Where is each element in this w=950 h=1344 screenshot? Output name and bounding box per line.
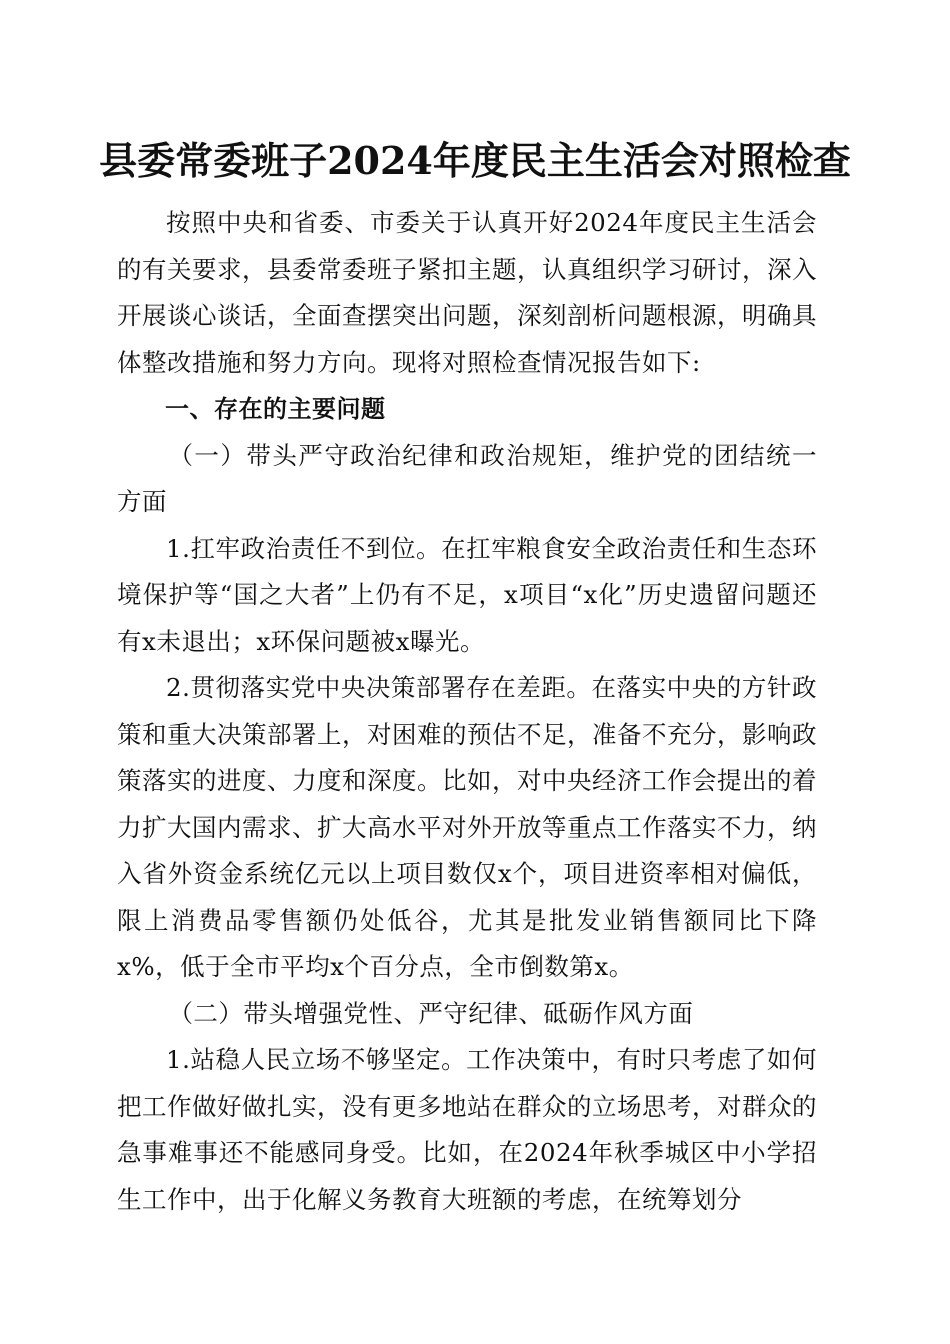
body-paragraph: 2.贯彻落实党中央决策部署存在差距。在落实中央的方针政策和重大决策部署上，对困难的预估不足，准备不充分，影响政策落实的进度、力度和深度。比如，对中央经济工作会提出的着力扩大国内需求、扩大高水平对外开放等重点工作落实不力，纳入省外资金系统亿元以上项目数仅x个，项目进资率相对偏低，限上消费品零售额仍处低谷，尤其是批发业销售额同比下降x%，低于全市平均x个百分点，全市倒数第x。 <box>117 673 817 981</box>
section-heading: 一、存在的主要问题 <box>165 395 386 423</box>
document-title: 县委常委班子2024年度民主生活会对照检查 <box>99 138 851 183</box>
subsection-heading: （一）带头严守政治纪律和政治规矩，维护党的团结统一方面 <box>117 440 817 516</box>
body-paragraph: 1.扛牢政治责任不到位。在扛牢粮食安全政治责任和生态环境保护等“国之大者”上仍有不足，x项目“x化”历史遗留问题还有x未退出；x环保问题被x曝光。 <box>117 533 817 656</box>
subsection-heading: （二）带头增强党性、严守纪律、砥砺作风方面 <box>168 998 694 1028</box>
intro-paragraph: 按照中央和省委、市委关于认真开好2024年度民主生活会的有关要求，县委常委班子紧扣主题，认真组织学习研讨，深入开展谈心谈话，全面查摆突出问题，深刻剖析问题根源，明确具体整改措施和努力方向。现将对照检查情况报告如下: <box>117 208 817 377</box>
body-paragraph: 1.站稳人民立场不够坚定。工作决策中，有时只考虑了如何把工作做好做扎实，没有更多地站在群众的立场思考，对群众的急事难事还不能感同身受。比如，在2024年秋季城区中小学招生工作中，出于化解义务教育大班额的考虑，在统筹划分 <box>117 1045 817 1214</box>
document-body <box>117 200 817 1223</box>
